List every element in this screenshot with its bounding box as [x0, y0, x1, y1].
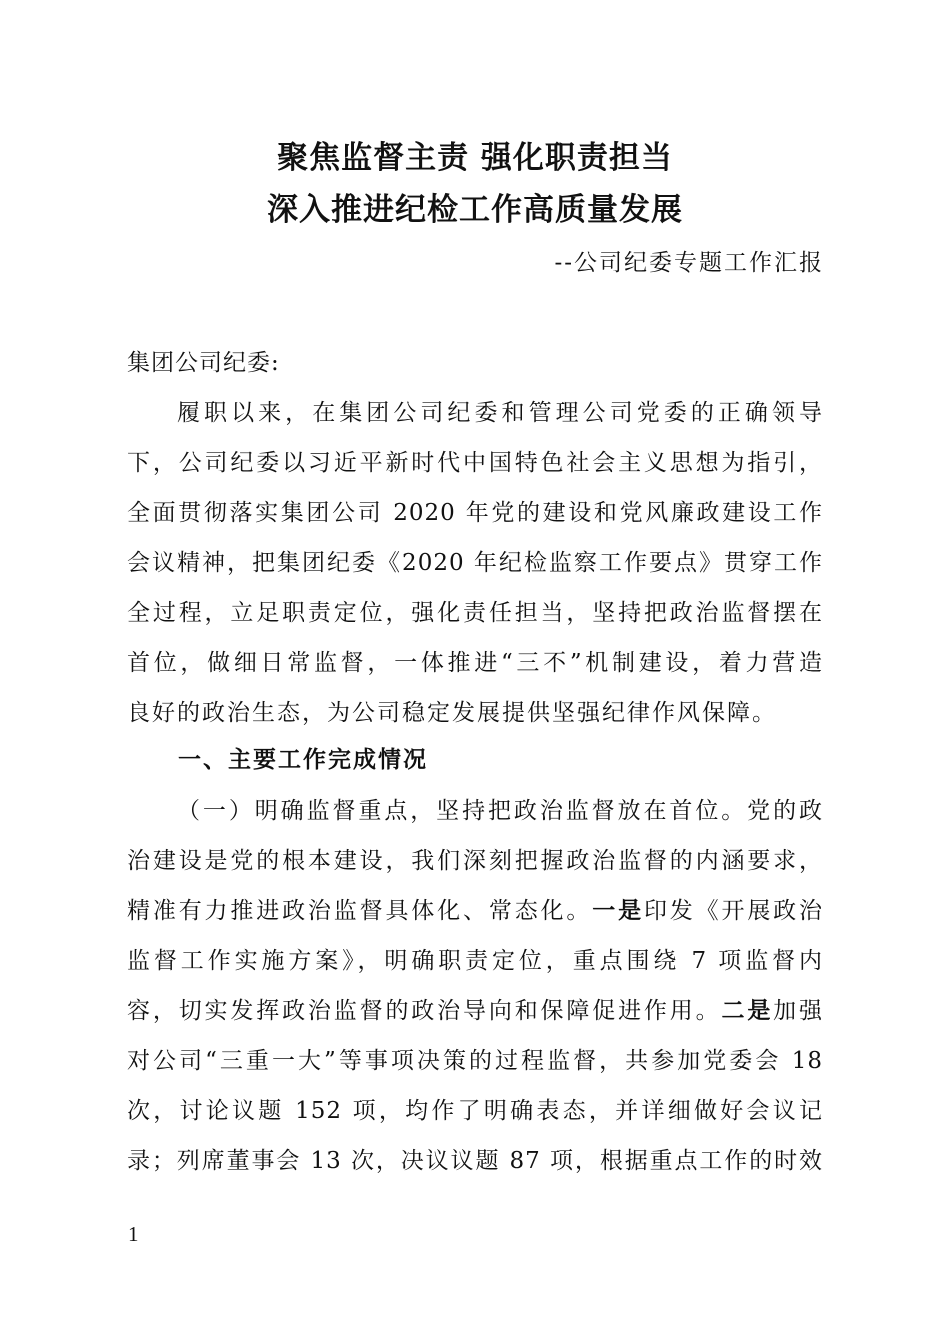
paragraph-1-line: 良好的政治生态，为公司稳定发展提供坚强纪律作风保障。	[127, 700, 777, 726]
paragraph-2-text: 容，切实发挥政治监督的政治导向和保障促进作用。	[127, 998, 722, 1024]
paragraph-2-text: 印发《开展政治	[643, 898, 824, 924]
paragraph-2-line	[127, 991, 823, 1031]
paragraph-2-text: 精准有力推进政治监督具体化、常态化。	[127, 898, 593, 924]
paragraph-2-line: （一）明确监督重点，坚持把政治监督放在首位。党的政	[177, 798, 823, 824]
paragraph-2-line	[127, 891, 823, 931]
salutation: 集团公司纪委:	[127, 350, 280, 376]
paragraph-1-line: 全过程，立足职责定位，强化责任担当，坚持把政治监督摆在	[127, 600, 823, 626]
page-number: 1	[128, 1222, 139, 1246]
paragraph-2-line: 次，讨论议题 152 项，均作了明确表态，并详细做好会议记	[127, 1098, 823, 1124]
paragraph-2-line: 治建设是党的根本建设，我们深刻把握政治监督的内涵要求，	[127, 848, 823, 874]
paragraph-1-line: 履职以来，在集团公司纪委和管理公司党委的正确领导	[177, 400, 823, 426]
paragraph-2-line: 监督工作实施方案》，明确职责定位，重点围绕 7 项监督内	[127, 948, 823, 974]
paragraph-1-line: 下，公司纪委以习近平新时代中国特色社会主义思想为指引，	[127, 450, 823, 476]
paragraph-1-line: 首位，做细日常监督，一体推进“三不”机制建设，着力营造	[127, 650, 823, 676]
paragraph-2-line: 录；列席董事会 13 次，决议议题 87 项，根据重点工作的时效	[127, 1148, 823, 1174]
document-title-line-2: 深入推进纪检工作高质量发展	[267, 192, 683, 228]
enumeration-lead-1: 一是	[592, 898, 644, 924]
paragraph-1-line: 会议精神，把集团纪委《2020 年纪检监察工作要点》贯穿工作	[127, 550, 823, 576]
document-subtitle: --公司纪委专题工作汇报	[554, 250, 824, 276]
paragraph-2-line: 对公司“三重一大”等事项决策的过程监督，共参加党委会 18	[127, 1048, 823, 1074]
paragraph-2-text: 加强	[773, 998, 824, 1024]
document-title-line-1: 聚焦监督主责 强化职责担当	[277, 140, 673, 176]
section-heading: 一、主要工作完成情况	[178, 747, 428, 773]
enumeration-lead-2: 二是	[721, 998, 774, 1024]
paragraph-1-line: 全面贯彻落实集团公司 2020 年党的建设和党风廉政建设工作	[127, 500, 823, 526]
